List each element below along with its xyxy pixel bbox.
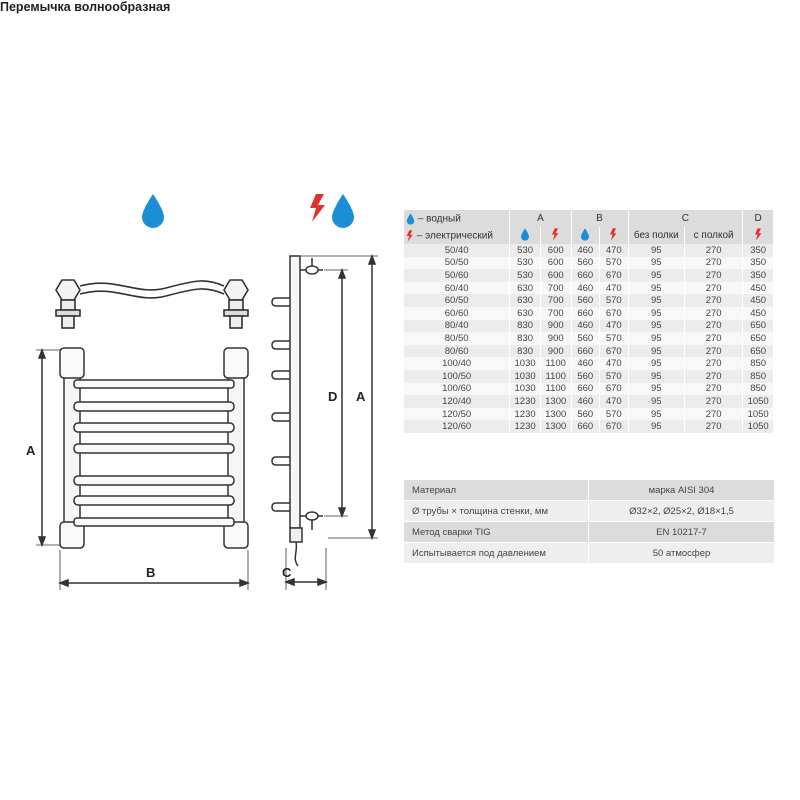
table-row bbox=[404, 420, 774, 433]
water-drop-icon bbox=[330, 193, 356, 229]
table-cell: 270 bbox=[685, 345, 743, 358]
property-value: EN 10217-7 bbox=[589, 522, 775, 543]
table-cell: 1230 bbox=[510, 395, 541, 408]
table-cell: 470 bbox=[600, 357, 628, 370]
property-label: Испытывается под давлением bbox=[404, 543, 589, 564]
table-row bbox=[404, 408, 774, 421]
table-cell: 630 bbox=[510, 282, 541, 295]
table-cell: 460 bbox=[571, 357, 599, 370]
table-cell: 1100 bbox=[540, 383, 571, 396]
table-cell: 1030 bbox=[510, 383, 541, 396]
table-cell: 460 bbox=[571, 282, 599, 295]
table-cell: 670 bbox=[600, 307, 628, 320]
table-cell: 670 bbox=[600, 420, 628, 433]
table-cell: 600 bbox=[540, 244, 571, 257]
table-row bbox=[404, 345, 774, 358]
table-cell: 570 bbox=[600, 332, 628, 345]
property-value: 50 атмосфер bbox=[589, 543, 775, 564]
dimension-a-label: A bbox=[26, 443, 36, 458]
side-view-drawing bbox=[268, 248, 388, 598]
table-cell: 270 bbox=[685, 269, 743, 282]
dimensions-table bbox=[404, 210, 774, 433]
table-cell: 270 bbox=[685, 332, 743, 345]
table-cell: 830 bbox=[510, 320, 541, 333]
table-cell: 350 bbox=[743, 269, 774, 282]
table-cell: 270 bbox=[685, 370, 743, 383]
table-cell: 95 bbox=[628, 370, 685, 383]
table-cell: 700 bbox=[540, 294, 571, 307]
table-cell: 95 bbox=[628, 332, 685, 345]
table-row bbox=[404, 307, 774, 320]
header-c-shelf: с полкой bbox=[685, 227, 743, 244]
table-cell: 470 bbox=[600, 244, 628, 257]
property-row bbox=[404, 543, 774, 564]
table-cell: 900 bbox=[540, 320, 571, 333]
table-cell: 530 bbox=[510, 244, 541, 257]
property-value: марка AISI 304 bbox=[589, 480, 775, 501]
table-row bbox=[404, 294, 774, 307]
table-cell: 270 bbox=[685, 294, 743, 307]
table-row bbox=[404, 269, 774, 282]
table-cell: 95 bbox=[628, 307, 685, 320]
table-cell: 95 bbox=[628, 244, 685, 257]
table-cell: 1050 bbox=[743, 420, 774, 433]
table-cell: 1050 bbox=[743, 395, 774, 408]
table-row bbox=[404, 383, 774, 396]
table-cell: 270 bbox=[685, 307, 743, 320]
property-row bbox=[404, 501, 774, 522]
property-label: Ø трубы × толщина стенки, мм bbox=[404, 501, 589, 522]
table-cell: 460 bbox=[571, 395, 599, 408]
table-cell: 80/50 bbox=[404, 332, 510, 345]
table-cell: 270 bbox=[685, 257, 743, 270]
water-drop-icon bbox=[406, 213, 415, 225]
table-cell: 700 bbox=[540, 307, 571, 320]
table-cell: 270 bbox=[685, 282, 743, 295]
table-cell: 270 bbox=[685, 395, 743, 408]
lightning-icon bbox=[754, 228, 763, 241]
table-cell: 670 bbox=[600, 269, 628, 282]
table-cell: 630 bbox=[510, 294, 541, 307]
table-cell: 95 bbox=[628, 395, 685, 408]
lightning-icon bbox=[609, 228, 618, 241]
table-cell: 100/50 bbox=[404, 370, 510, 383]
header-b-water-icon bbox=[571, 227, 599, 244]
lightning-icon bbox=[551, 228, 560, 241]
table-row bbox=[404, 332, 774, 345]
table-row bbox=[404, 257, 774, 270]
table-cell: 450 bbox=[743, 294, 774, 307]
water-drop-icon bbox=[520, 228, 530, 241]
table-cell: 120/50 bbox=[404, 408, 510, 421]
property-value: Ø32×2, Ø25×2, Ø18×1,5 bbox=[589, 501, 775, 522]
table-cell: 1230 bbox=[510, 420, 541, 433]
table-cell: 1030 bbox=[510, 357, 541, 370]
table-cell: 1100 bbox=[540, 357, 571, 370]
table-cell: 570 bbox=[600, 257, 628, 270]
table-cell: 460 bbox=[571, 320, 599, 333]
legend-electric: – электрический bbox=[404, 227, 510, 244]
table-cell: 700 bbox=[540, 282, 571, 295]
properties-table bbox=[404, 480, 774, 564]
table-row bbox=[404, 244, 774, 257]
header-c: C bbox=[628, 210, 743, 227]
table-cell: 270 bbox=[685, 320, 743, 333]
property-label: Метод сварки TIG bbox=[404, 522, 589, 543]
table-cell: 350 bbox=[743, 244, 774, 257]
table-cell: 95 bbox=[628, 282, 685, 295]
table-cell: 50/50 bbox=[404, 257, 510, 270]
header-d-electric-icon bbox=[743, 227, 774, 244]
table-cell: 650 bbox=[743, 345, 774, 358]
table-cell: 660 bbox=[571, 307, 599, 320]
header-a-electric-icon bbox=[540, 227, 571, 244]
table-cell: 600 bbox=[540, 269, 571, 282]
dimension-c-label: C bbox=[282, 565, 292, 580]
table-cell: 600 bbox=[540, 257, 571, 270]
table-cell: 570 bbox=[600, 370, 628, 383]
table-cell: 450 bbox=[743, 307, 774, 320]
table-cell: 470 bbox=[600, 395, 628, 408]
table-cell: 60/50 bbox=[404, 294, 510, 307]
property-row bbox=[404, 480, 774, 501]
table-cell: 60/60 bbox=[404, 307, 510, 320]
dimension-b-label: B bbox=[146, 565, 156, 580]
table-cell: 560 bbox=[571, 257, 599, 270]
legend-water: – водный bbox=[404, 210, 510, 227]
table-cell: 1300 bbox=[540, 408, 571, 421]
table-cell: 95 bbox=[628, 420, 685, 433]
table-cell: 560 bbox=[571, 408, 599, 421]
header-b: B bbox=[571, 210, 628, 227]
lightning-icon bbox=[308, 193, 328, 223]
table-cell: 450 bbox=[743, 282, 774, 295]
table-cell: 660 bbox=[571, 269, 599, 282]
table-cell: 670 bbox=[600, 383, 628, 396]
table-cell: 660 bbox=[571, 383, 599, 396]
table-cell: 830 bbox=[510, 332, 541, 345]
table-cell: 95 bbox=[628, 383, 685, 396]
table-cell: 1300 bbox=[540, 395, 571, 408]
water-drop-icon bbox=[580, 228, 590, 241]
header-a: A bbox=[510, 210, 571, 227]
table-cell: 850 bbox=[743, 370, 774, 383]
table-cell: 80/60 bbox=[404, 345, 510, 358]
table-cell: 530 bbox=[510, 269, 541, 282]
table-row bbox=[404, 320, 774, 333]
header-c-no-shelf: без полки bbox=[628, 227, 685, 244]
table-cell: 650 bbox=[743, 320, 774, 333]
table-cell: 570 bbox=[600, 294, 628, 307]
table-cell: 670 bbox=[600, 345, 628, 358]
property-row bbox=[404, 522, 774, 543]
table-cell: 1030 bbox=[510, 370, 541, 383]
dimension-d-label: D bbox=[328, 389, 338, 404]
table-cell: 95 bbox=[628, 320, 685, 333]
table-cell: 100/60 bbox=[404, 383, 510, 396]
table-row bbox=[404, 357, 774, 370]
table-cell: 350 bbox=[743, 257, 774, 270]
table-cell: 460 bbox=[571, 244, 599, 257]
table-cell: 95 bbox=[628, 269, 685, 282]
table-cell: 1050 bbox=[743, 408, 774, 421]
table-cell: 95 bbox=[628, 408, 685, 421]
table-cell: 95 bbox=[628, 294, 685, 307]
wavy-jumper-drawing bbox=[46, 272, 260, 336]
table-cell: 270 bbox=[685, 420, 743, 433]
table-cell: 650 bbox=[743, 332, 774, 345]
table-cell: 95 bbox=[628, 357, 685, 370]
table-cell: 560 bbox=[571, 370, 599, 383]
property-label: Материал bbox=[404, 480, 589, 501]
table-cell: 900 bbox=[540, 332, 571, 345]
table-row bbox=[404, 282, 774, 295]
table-cell: 120/40 bbox=[404, 395, 510, 408]
lightning-icon bbox=[406, 230, 414, 242]
table-cell: 270 bbox=[685, 357, 743, 370]
table-cell: 530 bbox=[510, 257, 541, 270]
table-cell: 470 bbox=[600, 320, 628, 333]
table-cell: 100/40 bbox=[404, 357, 510, 370]
table-cell: 560 bbox=[571, 294, 599, 307]
table-cell: 900 bbox=[540, 345, 571, 358]
table-cell: 1230 bbox=[510, 408, 541, 421]
table-cell: 80/40 bbox=[404, 320, 510, 333]
front-view-drawing bbox=[30, 340, 260, 600]
table-cell: 1300 bbox=[540, 420, 571, 433]
header-b-electric-icon bbox=[600, 227, 628, 244]
table-row bbox=[404, 395, 774, 408]
table-row bbox=[404, 370, 774, 383]
table-cell: 95 bbox=[628, 345, 685, 358]
table-cell: 830 bbox=[510, 345, 541, 358]
table-cell: 660 bbox=[571, 345, 599, 358]
table-cell: 95 bbox=[628, 257, 685, 270]
table-cell: 270 bbox=[685, 383, 743, 396]
table-cell: 50/40 bbox=[404, 244, 510, 257]
table-cell: 630 bbox=[510, 307, 541, 320]
table-cell: 60/40 bbox=[404, 282, 510, 295]
table-cell: 570 bbox=[600, 408, 628, 421]
table-cell: 660 bbox=[571, 420, 599, 433]
table-cell: 850 bbox=[743, 357, 774, 370]
header-d: D bbox=[743, 210, 774, 227]
table-cell: 270 bbox=[685, 244, 743, 257]
title: Перемычка волнообразная bbox=[0, 0, 171, 14]
table-cell: 120/60 bbox=[404, 420, 510, 433]
table-cell: 560 bbox=[571, 332, 599, 345]
header-a-water-icon bbox=[510, 227, 541, 244]
table-cell: 470 bbox=[600, 282, 628, 295]
table-cell: 850 bbox=[743, 383, 774, 396]
table-cell: 270 bbox=[685, 408, 743, 421]
table-cell: 50/60 bbox=[404, 269, 510, 282]
water-drop-icon bbox=[140, 193, 166, 229]
dimension-a-side-label: A bbox=[356, 389, 366, 404]
table-cell: 1100 bbox=[540, 370, 571, 383]
